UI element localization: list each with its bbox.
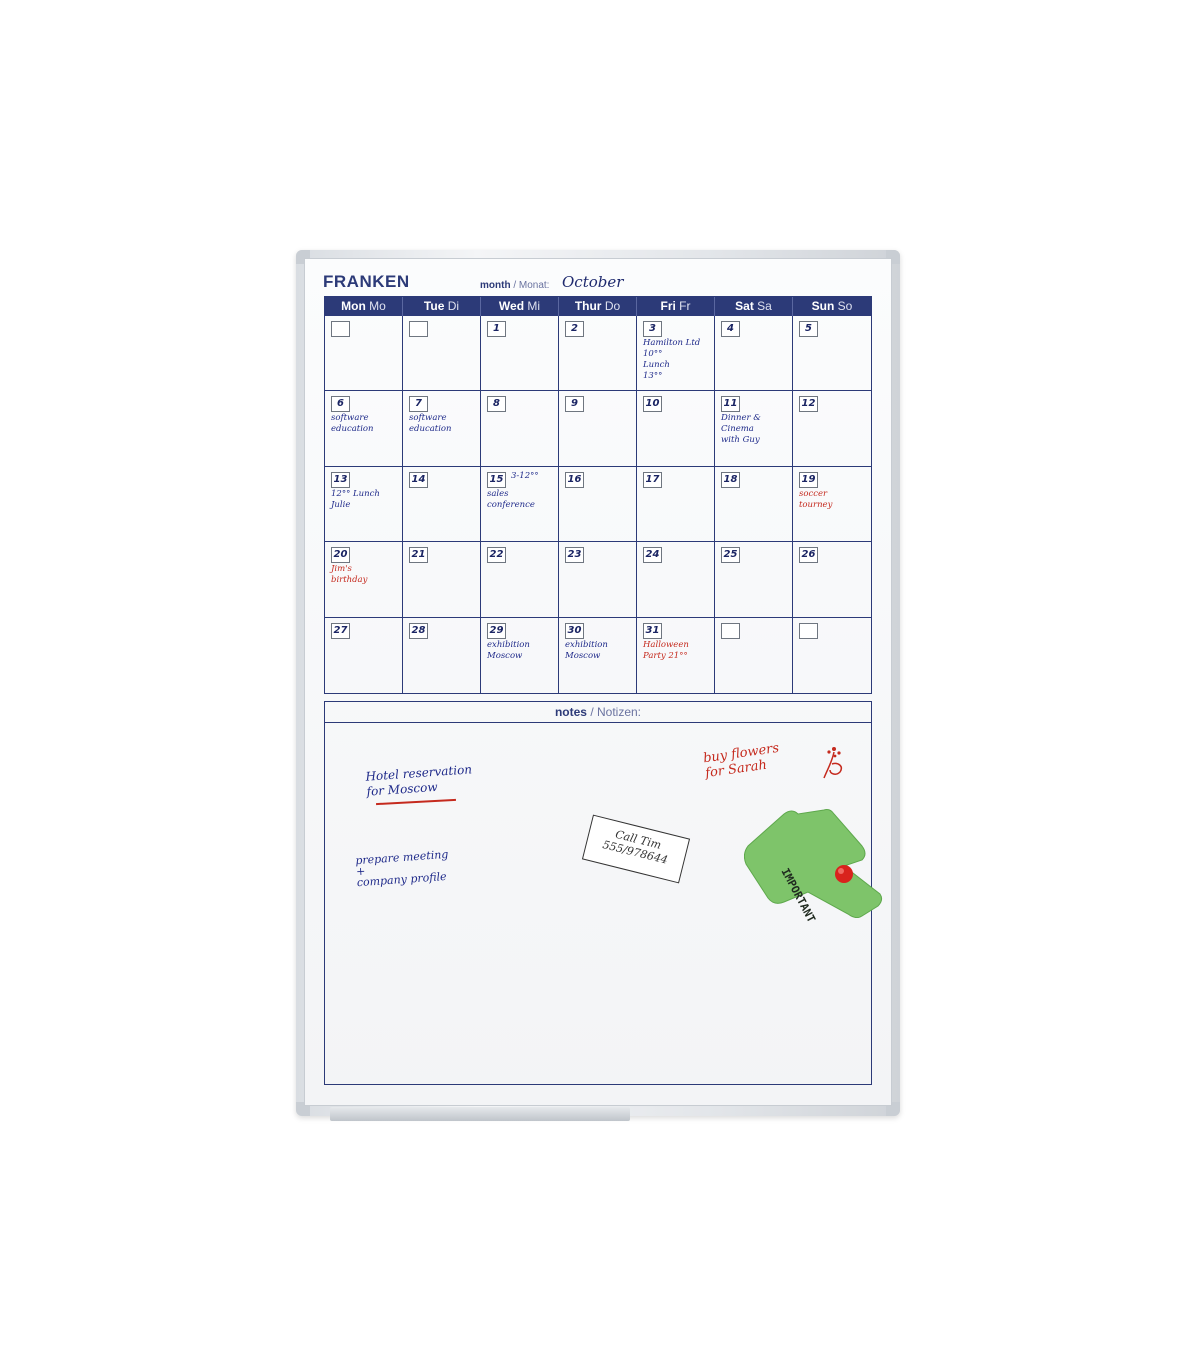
month-label (480, 280, 549, 291)
calendar-cell[interactable] (481, 618, 559, 693)
month-label-de: / Monat: (510, 280, 550, 291)
day-number-box: 15 (487, 472, 506, 488)
weekday-fri (637, 297, 715, 316)
day-note: Jim's birthday (331, 564, 368, 586)
calendar-cell[interactable] (325, 391, 403, 466)
day-number-box: 9 (565, 396, 584, 412)
calendar-cell[interactable] (403, 618, 481, 693)
weekday-header (325, 297, 871, 316)
weekday-label-de: Mi (527, 299, 541, 313)
weekday-label-de: Di (447, 299, 460, 313)
calendar-cell[interactable] (481, 467, 559, 542)
weekday-label-en: Wed (498, 299, 525, 313)
day-note: Dinner & Cinema with Guy (721, 413, 761, 446)
calendar-grid (324, 296, 872, 694)
calendar-cell[interactable] (715, 618, 793, 693)
arrow-magnet-icon[interactable] (744, 806, 884, 918)
day-number-box: 20 (331, 547, 350, 563)
day-number-box: 10 (643, 396, 662, 412)
day-number-box: 11 (721, 396, 740, 412)
day-number-box: 13 (331, 472, 350, 488)
day-number-box: 3 (643, 321, 662, 337)
day-note: Hamilton Ltd 10°° Lunch 13°° (643, 338, 701, 381)
marker-tray (330, 1107, 630, 1121)
day-number-box: 18 (721, 472, 740, 488)
calendar-cell[interactable] (325, 316, 403, 391)
calendar-cell[interactable] (481, 391, 559, 466)
calendar-cell[interactable] (793, 391, 871, 466)
calendar-cell[interactable] (559, 316, 637, 391)
weekday-sun (793, 297, 871, 316)
weekday-label-de: Mo (369, 299, 386, 313)
weekday-label-de: Do (604, 299, 621, 313)
calendar-cell[interactable] (793, 467, 871, 542)
day-number-box: 7 (409, 396, 428, 412)
weekday-thur (559, 297, 637, 316)
weekday-wed (481, 297, 559, 316)
calendar-cell[interactable] (403, 542, 481, 617)
calendar-cell[interactable] (715, 542, 793, 617)
note-buy-flowers: buy flowers for Sarah (702, 740, 781, 782)
day-number-box (799, 623, 818, 639)
calendar-cell[interactable] (559, 618, 637, 693)
call-card-text: Call Tim 555/978644 (601, 827, 670, 867)
day-number-box: 12 (799, 396, 818, 412)
calendar-cell[interactable] (715, 391, 793, 466)
day-number-box: 27 (331, 623, 350, 639)
day-number-box: 4 (721, 321, 740, 337)
day-note: exhibition Moscow (565, 639, 608, 661)
calendar-cell[interactable] (637, 618, 715, 693)
weekday-sat (715, 297, 793, 316)
weekday-label-en: Sat (735, 299, 754, 313)
notes-title (325, 702, 871, 723)
day-number-box: 21 (409, 547, 428, 563)
calendar-cell[interactable] (481, 542, 559, 617)
flower-doodle-icon (818, 744, 850, 780)
weekday-label-en: Sun (811, 299, 835, 313)
day-note: exhibition Moscow (487, 639, 530, 661)
notes-title-en: notes (554, 705, 587, 719)
day-note: Halloween Party 21°° (643, 639, 689, 661)
day-number-box: 5 (799, 321, 818, 337)
day-note: 12°° Lunch Julie (331, 488, 380, 510)
calendar-cell[interactable] (559, 467, 637, 542)
day-number-box: 14 (409, 472, 428, 488)
weekday-label-en: Thur (574, 299, 602, 313)
weekday-label-en: Tue (423, 299, 445, 313)
calendar-cell[interactable] (325, 542, 403, 617)
day-number-box: 22 (487, 547, 506, 563)
day-note-time: 3-12°° (511, 470, 539, 481)
calendar-cell[interactable] (481, 316, 559, 391)
calendar-cell[interactable] (637, 467, 715, 542)
calendar-cell[interactable] (637, 316, 715, 391)
day-number-box: 17 (643, 472, 662, 488)
weekday-tue (403, 297, 481, 316)
day-note: sales conference (487, 488, 535, 510)
day-note: soccer tourney (799, 488, 833, 510)
calendar-cell[interactable] (637, 391, 715, 466)
calendar-cell[interactable] (325, 467, 403, 542)
calendar-cell[interactable] (559, 542, 637, 617)
weekday-label-de: Fr (679, 299, 691, 313)
note-hotel-reservation: Hotel reservation for Moscow (365, 762, 473, 799)
day-number-box: 24 (643, 547, 662, 563)
day-number-box: 8 (487, 396, 506, 412)
calendar-cell[interactable] (559, 391, 637, 466)
day-note: software education (409, 413, 452, 435)
month-value: October (562, 273, 624, 291)
weekday-label-en: Mon (341, 299, 366, 313)
weekday-mon (325, 297, 403, 316)
day-number-box (409, 321, 428, 337)
day-number-box: 1 (487, 321, 506, 337)
day-number-box: 6 (331, 396, 350, 412)
day-number-box (721, 623, 740, 639)
weekday-label-en: Fri (660, 299, 676, 313)
day-number-box: 30 (565, 623, 584, 639)
weekday-label-de: So (837, 299, 853, 313)
calendar-cell[interactable] (403, 467, 481, 542)
calendar-cell[interactable] (403, 316, 481, 391)
calendar-cell[interactable] (793, 542, 871, 617)
calendar-cell[interactable] (715, 316, 793, 391)
day-number-box: 26 (799, 547, 818, 563)
day-number-box: 28 (409, 623, 428, 639)
weekday-label-de: Sa (757, 299, 772, 313)
calendar-cell[interactable] (715, 467, 793, 542)
day-number-box: 29 (487, 623, 506, 639)
day-note: software education (331, 413, 374, 435)
note-prepare-meeting: prepare meeting + company profile (354, 847, 449, 890)
day-number-box (331, 321, 350, 337)
day-number-box: 31 (643, 623, 662, 639)
notes-title-de: / Notizen: (586, 705, 642, 719)
day-number-box: 23 (565, 547, 584, 563)
day-number-box: 2 (565, 321, 584, 337)
day-number-box: 25 (721, 547, 740, 563)
day-number-box: 19 (799, 472, 818, 488)
calendar-days (325, 316, 871, 693)
calendar-cell[interactable] (793, 618, 871, 693)
brand-logo: FRANKEN (323, 272, 410, 291)
magnet-label: IMPORTANT (778, 866, 818, 925)
calendar-cell[interactable] (325, 618, 403, 693)
calendar-cell[interactable] (793, 316, 871, 391)
month-label-en: month (480, 280, 511, 291)
calendar-cell[interactable] (403, 391, 481, 466)
day-number-box: 16 (565, 472, 584, 488)
calendar-cell[interactable] (637, 542, 715, 617)
